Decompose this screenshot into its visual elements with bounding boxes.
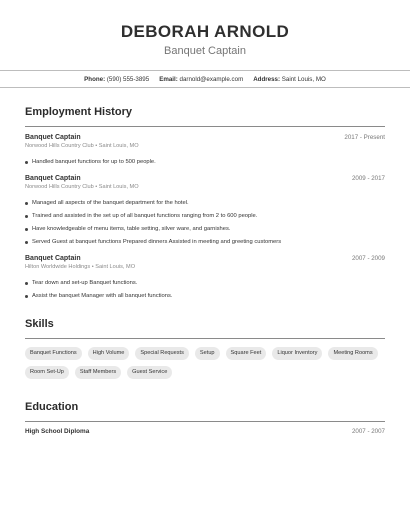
email-value[interactable]: darnold@example.com	[179, 75, 244, 83]
job-bullet: Have knowledgeable of menu items, table setting, silver ware, and garnishes.	[25, 226, 385, 233]
contact-address	[253, 76, 326, 83]
degree-title: High School Diploma	[25, 428, 90, 435]
email-label: Email:	[159, 75, 178, 83]
job-title: Banquet Captain	[25, 175, 81, 182]
job-dates: 2007 - 2009	[351, 255, 385, 262]
job-title: Banquet Captain	[25, 134, 81, 141]
job-header	[25, 175, 385, 182]
skills-heading: Skills	[25, 318, 385, 339]
contact-bar	[0, 70, 410, 88]
job-bullets	[25, 280, 385, 300]
education-dates: 2007 - 2007	[351, 428, 385, 435]
job-employer: Hilton Worldwide Holdings • Saint Louis, MO	[25, 264, 136, 270]
job-header	[25, 255, 385, 262]
skill-tag: Square Feet	[226, 347, 267, 360]
job-entry	[25, 255, 385, 300]
contact-phone	[84, 76, 149, 83]
contact-email	[159, 76, 243, 83]
skill-tag: High Volume	[88, 347, 130, 360]
job-title: Banquet Captain	[25, 255, 81, 262]
skill-tag: Guest Service	[127, 366, 172, 379]
resume-body	[25, 106, 385, 435]
skill-tag: Banquet Functions	[25, 347, 82, 360]
job-employer: Norwood Hills Country Club • Saint Louis, MO	[25, 184, 139, 190]
employment-section	[25, 106, 385, 300]
job-employer: Norwood Hills Country Club • Saint Louis, MO	[25, 143, 139, 149]
job-bullets	[25, 200, 385, 246]
skill-tag: Room Set-Up	[25, 366, 69, 379]
job-header	[25, 134, 385, 141]
candidate-title: Banquet Captain	[164, 45, 246, 57]
address-value: Saint Louis, MO	[281, 75, 326, 83]
job-dates: 2017 - Present	[344, 134, 385, 141]
job-entry	[25, 134, 385, 166]
skill-tag: Meeting Rooms	[328, 347, 377, 360]
job-dates: 2009 - 2017	[351, 175, 385, 182]
skill-tag: Special Requests	[135, 347, 189, 360]
employment-heading: Employment History	[25, 106, 385, 127]
job-bullet: Assist the banquet Manager with all banquet functions.	[25, 293, 385, 300]
job-bullets	[25, 159, 385, 166]
education-section	[25, 401, 385, 435]
job-bullet: Trained and assisted in the set up of all banquet functions ranging from 2 to 600 people.	[25, 213, 385, 220]
job-bullet: Served Guest at banquet functions Prepared dinners Assisted in meeting and greeting customers	[25, 239, 385, 246]
phone-label: Phone:	[84, 75, 106, 83]
job-bullet: Tear down and set-up Banquet functions.	[25, 280, 385, 287]
skills-section	[25, 318, 385, 379]
phone-value: (590) 555-3895	[106, 75, 150, 83]
education-heading: Education	[25, 401, 385, 422]
skill-tag: Staff Members	[75, 366, 121, 379]
resume-header	[0, 0, 410, 88]
job-entry	[25, 175, 385, 246]
address-label: Address:	[253, 75, 281, 83]
skills-list	[25, 347, 385, 379]
job-bullet: Managed all aspects of the banquet department for the hotel.	[25, 200, 385, 207]
education-entry	[25, 428, 385, 435]
skill-tag: Setup	[195, 347, 220, 360]
job-bullet: Handled banquet functions for up to 500 people.	[25, 159, 385, 166]
education-header	[25, 428, 385, 435]
candidate-name: DEBORAH ARNOLD	[120, 22, 290, 41]
skill-tag: Liquor Inventory	[272, 347, 322, 360]
